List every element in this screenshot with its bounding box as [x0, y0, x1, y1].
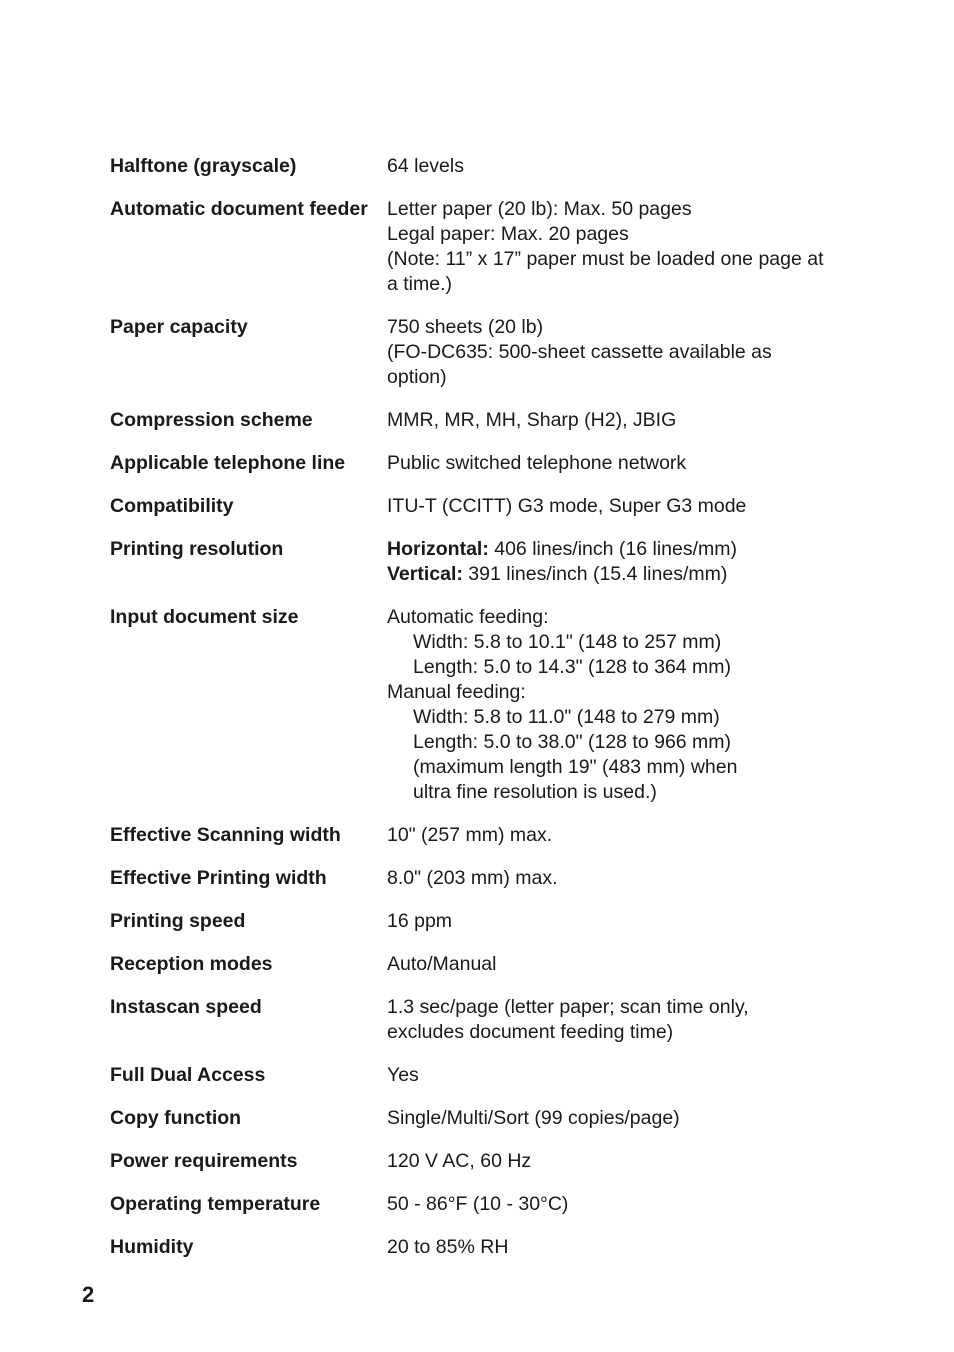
spec-value-line: 750 sheets (20 lb) — [387, 316, 544, 338]
spec-row — [110, 315, 850, 390]
page-number: 2 — [82, 1282, 95, 1307]
spec-row — [110, 537, 850, 587]
spec-value — [387, 494, 850, 519]
spec-label: Humidity — [110, 1236, 194, 1258]
spec-label: Effective Printing width — [110, 867, 327, 889]
spec-value-line: Letter paper (20 lb): Max. 50 pages — [387, 198, 692, 220]
spec-value — [387, 408, 850, 433]
spec-label: Effective Scanning width — [110, 824, 341, 846]
spec-value — [387, 1235, 850, 1260]
spec-value-line — [387, 537, 850, 562]
spec-label: Compression scheme — [110, 409, 313, 431]
spec-label: Copy function — [110, 1107, 242, 1129]
spec-label: Applicable telephone line — [110, 452, 346, 474]
spec-value — [387, 154, 850, 179]
spec-value — [387, 866, 850, 891]
spec-label: Full Dual Access — [110, 1064, 266, 1086]
spec-label: Paper capacity — [110, 316, 248, 338]
spec-value-line: (maximum length 19" (483 mm) when — [413, 756, 738, 778]
spec-value-line: option) — [387, 366, 447, 388]
spec-value-line: Length: 5.0 to 14.3" (128 to 364 mm) — [413, 656, 732, 678]
spec-row — [110, 605, 850, 805]
spec-label: Instascan speed — [110, 996, 262, 1018]
spec-value — [387, 1063, 850, 1088]
spec-label: Input document size — [110, 606, 299, 628]
spec-value-line: Automatic feeding: — [387, 606, 549, 628]
spec-row — [110, 1106, 850, 1131]
spec-value — [387, 605, 850, 805]
spec-value-line: Yes — [387, 1064, 419, 1086]
spec-value-line: Manual feeding: — [387, 681, 526, 703]
spec-row — [110, 408, 850, 433]
spec-value-line: 10" (257 mm) max. — [387, 824, 553, 846]
spec-row — [110, 197, 850, 297]
spec-label: Automatic document feeder — [110, 198, 368, 220]
spec-value-line: (FO-DC635: 500-sheet cassette available as — [387, 341, 772, 363]
spec-value — [387, 197, 850, 297]
spec-label: Halftone (grayscale) — [110, 155, 297, 177]
spec-row — [110, 494, 850, 519]
spec-value-line: ITU-T (CCITT) G3 mode, Super G3 mode — [387, 495, 747, 517]
spec-label: Reception modes — [110, 953, 273, 975]
spec-value-key: Horizontal: — [387, 538, 489, 560]
spec-value-line: Auto/Manual — [387, 953, 497, 975]
spec-value-line: 120 V AC, 60 Hz — [387, 1150, 532, 1172]
spec-value-line: Public switched telephone network — [387, 452, 687, 474]
spec-row — [110, 952, 850, 977]
spec-label: Power requirements — [110, 1150, 298, 1172]
spec-value-line: 50 - 86°F (10 - 30°C) — [387, 1193, 569, 1215]
spec-value-line — [387, 562, 850, 587]
spec-value-text: 391 lines/inch (15.4 lines/mm) — [462, 563, 728, 585]
spec-label: Compatibility — [110, 495, 234, 517]
spec-value-line: a time.) — [387, 273, 453, 295]
spec-row — [110, 823, 850, 848]
spec-row — [110, 451, 850, 476]
spec-label: Printing speed — [110, 910, 246, 932]
spec-row — [110, 1149, 850, 1174]
spec-value-line: Width: 5.8 to 11.0" (148 to 279 mm) — [413, 706, 720, 728]
spec-value — [387, 823, 850, 848]
spec-value-line: 1.3 sec/page (letter paper; scan time only, — [387, 996, 749, 1018]
spec-value — [387, 1149, 850, 1174]
spec-row — [110, 1063, 850, 1088]
spec-value — [387, 1192, 850, 1217]
spec-value-line: Single/Multi/Sort (99 copies/page) — [387, 1107, 680, 1129]
spec-value — [387, 909, 850, 934]
spec-value-line: Width: 5.8 to 10.1" (148 to 257 mm) — [413, 631, 722, 653]
spec-value — [387, 952, 850, 977]
spec-value-line: 16 ppm — [387, 910, 453, 932]
spec-value — [387, 537, 850, 587]
spec-row — [110, 909, 850, 934]
spec-value-line: ultra fine resolution is used.) — [413, 781, 657, 803]
spec-value-line: 64 levels — [387, 155, 464, 177]
spec-value-line: Length: 5.0 to 38.0" (128 to 966 mm) — [413, 731, 732, 753]
spec-table — [110, 154, 850, 1278]
spec-value-line: excludes document feeding time) — [387, 1021, 674, 1043]
spec-value-text: 406 lines/inch (16 lines/mm) — [488, 538, 738, 560]
spec-row — [110, 995, 850, 1045]
spec-value-line: Legal paper: Max. 20 pages — [387, 223, 629, 245]
spec-row — [110, 1192, 850, 1217]
spec-value-key: Vertical: — [387, 563, 463, 585]
spec-value — [387, 995, 850, 1045]
spec-row — [110, 866, 850, 891]
spec-value-line: 20 to 85% RH — [387, 1236, 509, 1258]
spec-label: Operating temperature — [110, 1193, 321, 1215]
spec-value — [387, 315, 850, 390]
spec-row — [110, 154, 850, 179]
spec-label: Printing resolution — [110, 538, 284, 560]
spec-value — [387, 1106, 850, 1131]
spec-value-line: 8.0" (203 mm) max. — [387, 867, 558, 889]
spec-row — [110, 1235, 850, 1260]
spec-value — [387, 451, 850, 476]
spec-value-line: MMR, MR, MH, Sharp (H2), JBIG — [387, 409, 677, 431]
spec-value-line: (Note: 11” x 17” paper must be loaded one page at — [387, 248, 824, 270]
